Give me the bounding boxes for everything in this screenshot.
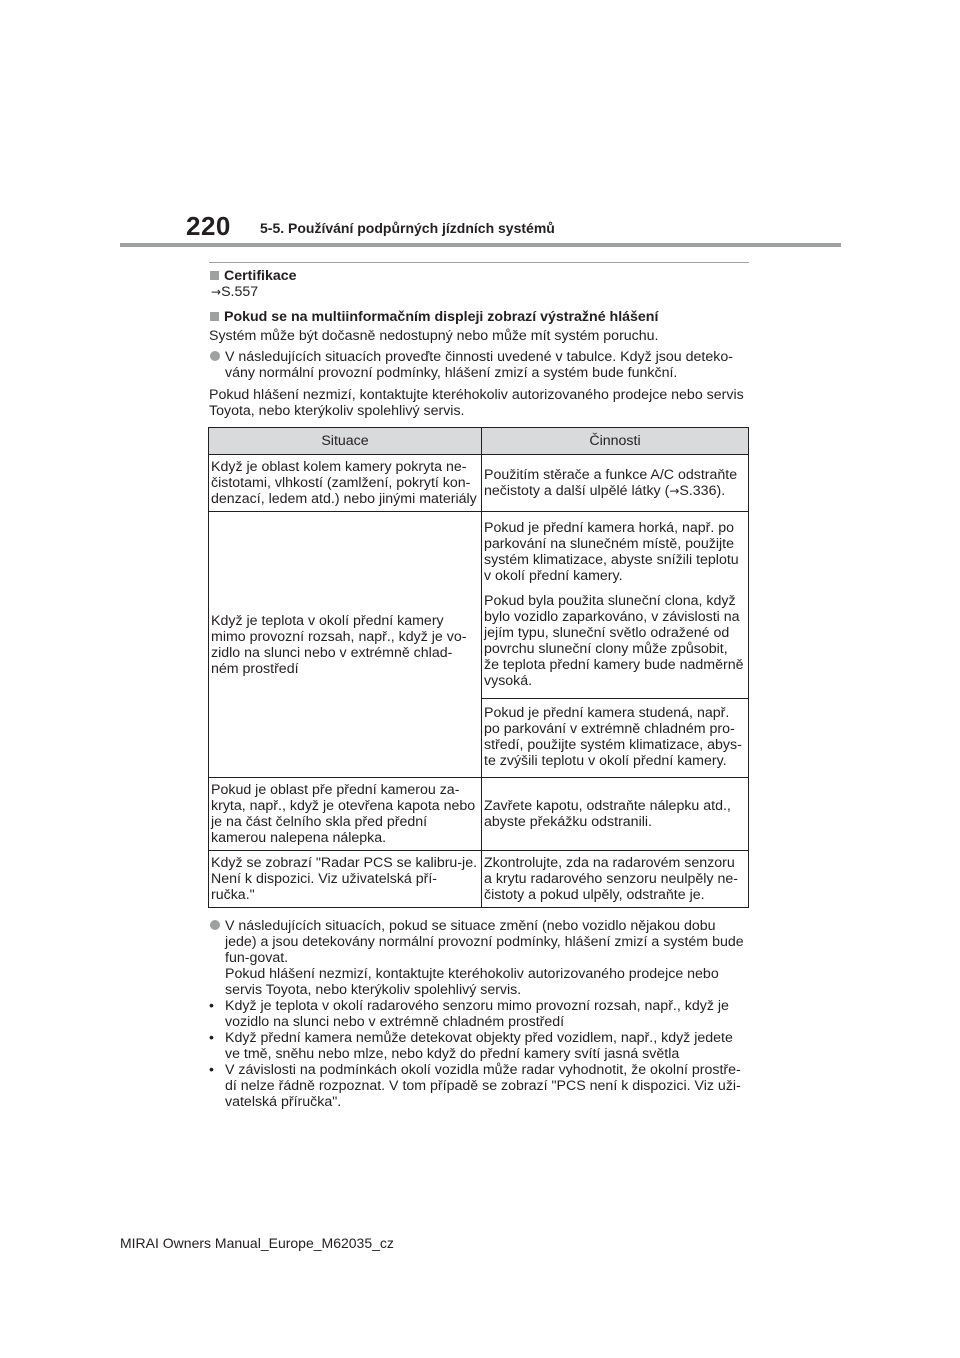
table-header-situation: Situace xyxy=(209,428,482,455)
contact-paragraph: Pokud hlášení nezmizí, kontaktujte kteréhokoliv autorizovaného prodejce nebo servis Toyota, nebo kterýkoliv spolehlivý servis. xyxy=(209,387,744,419)
bullet-dot-icon xyxy=(210,920,220,930)
list-item xyxy=(209,998,749,1030)
arrow-right-icon: → xyxy=(669,484,680,498)
table-header-row xyxy=(209,428,749,455)
table-cell-situation: Když se zobrazí "Radar PCS se kalibru-je. Není k dispozici. Viz uživatelská pří-ručka." xyxy=(209,851,482,908)
cert-reference[interactable] xyxy=(211,284,749,300)
cert-ref-text: S.557 xyxy=(221,284,259,300)
table-cell-situation: Když je teplota v okolí přední kamery mimo provozní rozsah, např., když je vo-zidlo na slunci nebo v extrémně chlad-ném prostředí xyxy=(209,512,482,778)
list-item xyxy=(209,1030,749,1062)
warning-heading xyxy=(209,309,749,325)
bullet-text xyxy=(225,918,749,998)
table-row xyxy=(209,851,749,908)
warning-title: Pokud se na multiinformačním displeji zobrazí výstražné hlášení xyxy=(224,309,659,325)
bullet-main-text: V následujících situacích, pokud se situace změní (nebo vozidlo nějakou dobu jede) a jsou detekovány normální provozní podmínky, hlášení zmizí a systém bude fun-govat. xyxy=(225,918,744,966)
action-text: Pokud je přední kamera studená, např. po parkování v extrémně chladném pro-středí, použijte systém klimatizace, abys-te zvýšili teplotu v okolí přední kamery. xyxy=(482,698,748,773)
bullet-contact-text: Pokud hlášení nezmizí, kontaktujte kteréhokoliv autorizovaného prodejce nebo servis Toyota, nebo kterýkoliv spolehlivý servis. xyxy=(225,966,719,998)
square-marker-icon xyxy=(210,312,219,321)
bullet-marker: • xyxy=(209,998,214,1014)
list-item-text: Když je teplota v okolí radarového senzoru mimo provozní rozsah, např., když je vozidlo na slunci nebo v extrémně chladném prostředí xyxy=(225,998,729,1030)
section-title: 5-5. Používání podpůrných jízdních systémů xyxy=(260,220,555,236)
table-cell-situation: Když je oblast kolem kamery pokryta ne-čistotami, vlhkostí (zamlžení, pokrytí kon-denzací, ledem atd.) nebo jinými materiály xyxy=(209,455,482,512)
footer-manual-id: MIRAI Owners Manual_Europe_M62035_cz xyxy=(120,1235,394,1251)
list-item-text: Když přední kamera nemůže detekovat objekty před vozidlem, např., když jedete ve tmě, sněhu nebo mlze, nebo když do přední kamery svítí jasná světla xyxy=(225,1030,733,1062)
table-row xyxy=(209,512,749,778)
bullet-text: V následujících situacích proveďte činnosti uvedené v tabulce. Když jsou deteko-vány normální provozní podmínky, hlášení zmizí a systém bude funkční. xyxy=(225,349,733,381)
main-content xyxy=(209,268,749,1110)
arrow-right-icon: → xyxy=(211,285,222,299)
table-cell-action xyxy=(482,455,749,512)
bullet-item xyxy=(209,918,749,998)
header-rule xyxy=(120,243,841,247)
action-text: Použitím stěrače a funkce A/C odstraňte nečistoty a další ulpělé látky ( xyxy=(484,467,738,499)
cert-heading xyxy=(209,268,749,284)
table-header-actions: Činnosti xyxy=(482,428,749,455)
square-marker-icon xyxy=(210,271,219,280)
bullet-marker: • xyxy=(209,1030,214,1046)
bullet-dot-icon xyxy=(210,351,220,361)
table-cell-action: Zkontrolujte, zda na radarovém senzoru a krytu radarového senzoru neulpěly ne-čistoty a pokud ulpěly, odstraňte je. xyxy=(482,851,749,908)
table-cell-situation: Pokud je oblast pře přední kamerou za-kryta, např., když je otevřena kapota nebo je na část čelního skla před přední kamerou nalepena nálepka. xyxy=(209,778,482,851)
bullet-item xyxy=(209,349,749,381)
page-number: 220 xyxy=(186,211,231,241)
action-text: Pokud byla použita sluneční clona, když bylo vozidlo zaparkováno, v závislosti na jejím typu, sluneční světlo odražené od povrchu sluneční clony může způsobit, že teplota přední kamery bude nadměrně vysoká. xyxy=(484,593,744,689)
table-row xyxy=(209,455,749,512)
table-row xyxy=(209,778,749,851)
bullet-marker: • xyxy=(209,1062,214,1078)
situation-table xyxy=(208,427,749,908)
list-item xyxy=(209,1062,749,1110)
action-text: Pokud je přední kamera horká, např. po parkování na slunečném místě, použijte systém klimatizace, abyste snížili teplotu v okolí přední kamery. xyxy=(484,520,739,584)
table-cell-action xyxy=(482,512,749,778)
table-cell-action: Zavřete kapotu, odstraňte nálepku atd., abyste překážku odstranili. xyxy=(482,778,749,851)
action-reference[interactable]: S.336). xyxy=(679,483,726,499)
section-divider xyxy=(209,262,749,263)
list-item-text: V závislosti na podmínkách okolí vozidla může radar vyhodnotit, že okolní prostře-dí nelze řádně rozpoznat. V tom případě se zobrazí "PCS není k dispozici. Viz uži-vatelská příručka". xyxy=(225,1062,741,1110)
cert-title: Certifikace xyxy=(224,268,297,284)
warning-intro: Systém může být dočasně nedostupný nebo může mít systém poruchu. xyxy=(209,328,659,344)
